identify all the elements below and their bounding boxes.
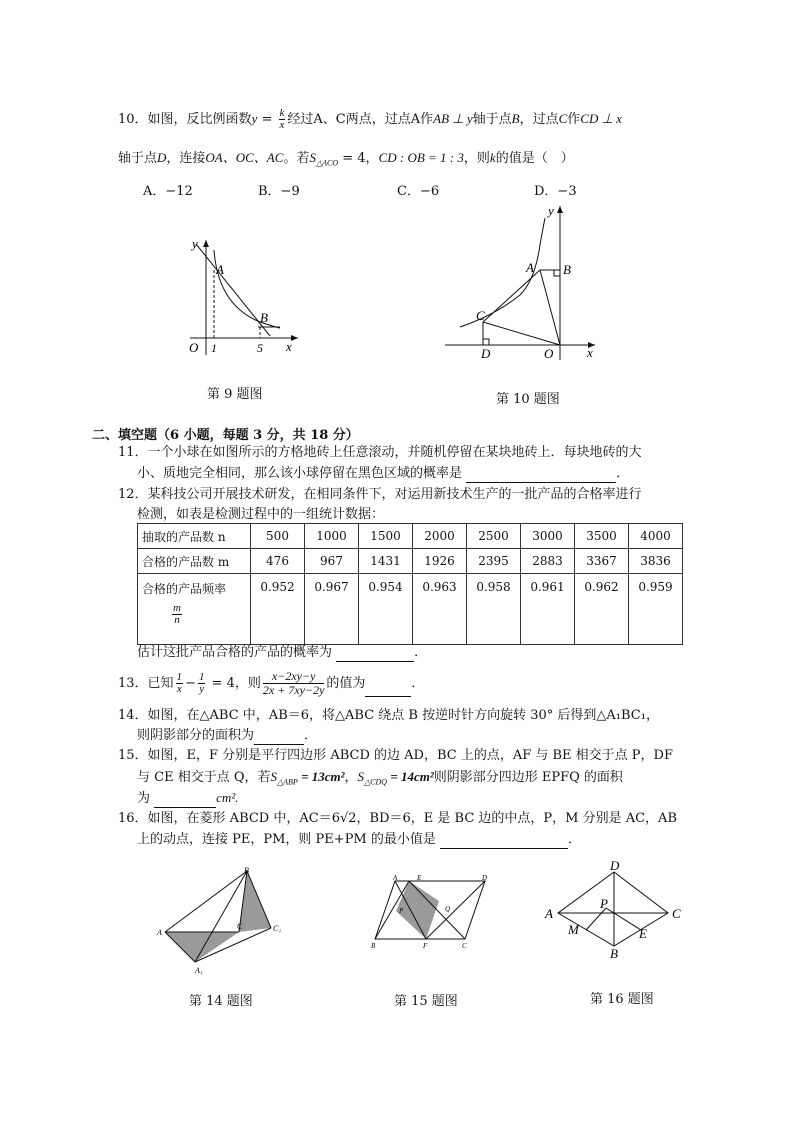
fig16-point-a: A (545, 906, 553, 921)
table-cell: 0.963 (413, 574, 467, 645)
table-cell: 0.954 (359, 574, 413, 645)
table-cell: 0.958 (467, 574, 521, 645)
fig15-point-e: E (417, 875, 422, 882)
fig16-point-e: E (639, 926, 647, 941)
q16-line2: 上的动点，连接 PE，PM，则 PE+PM 的最小值是 ． (137, 832, 582, 847)
q12-answer-blank[interactable] (336, 649, 414, 662)
table-cell: 1000 (305, 524, 359, 549)
fig15-point-f: F (423, 942, 428, 950)
q12-stats-table (137, 523, 683, 645)
fig9-point-b: B (260, 310, 268, 325)
fig10-y-label: y (548, 203, 554, 218)
figure-9 (180, 230, 310, 360)
freq-fraction: $\frac{m}{n}$ (173, 602, 181, 626)
table-row-freq (138, 574, 683, 645)
table-cell: 2500 (467, 524, 521, 549)
fig15-point-p: P (399, 907, 404, 915)
table-cell: 0.967 (305, 574, 359, 645)
fig16-point-c: C (672, 906, 681, 921)
q11-line1: 11．一个小球在如图所示的方格地砖上任意滚动，并随机停留在某块地砖上．每块地砖的大 (118, 445, 642, 460)
fig9-origin-label: O (189, 340, 199, 355)
table-header-n: 抽取的产品数 n (138, 524, 251, 549)
q12-line1: 12．某科技公司开展技术研发，在相同条件下，对运用新技术生产的一批产品的合格率进行 (118, 487, 642, 502)
q11-answer-blank[interactable] (466, 470, 616, 483)
fig9-point-a: A (216, 262, 224, 277)
fig10-point-d: D (481, 346, 491, 361)
table-cell: 1500 (359, 524, 413, 549)
q12-after: 估计这批产品合格的产品的概率为 ． (137, 645, 428, 660)
fig15-point-a: A (393, 875, 398, 882)
fig15-caption: 第 15 题图 (394, 994, 458, 1009)
q16-answer-blank[interactable] (440, 836, 568, 849)
fig14-point-c1: C₁ (273, 924, 282, 933)
table-header-m: 合格的产品数 m (138, 549, 251, 574)
fig10-caption: 第 10 题图 (496, 392, 560, 407)
q10-option-c: C．−6 (397, 184, 440, 199)
fig16-point-b: B (610, 946, 618, 960)
fig9-caption: 第 9 题图 (207, 387, 263, 402)
fig9-y-label: y (192, 236, 198, 251)
table-cell: 476 (251, 549, 305, 574)
fig16-point-p: P (600, 896, 608, 911)
table-row-m (138, 549, 683, 574)
fig16-point-m: M (568, 922, 579, 937)
table-cell: 2395 (467, 549, 521, 574)
table-cell: 500 (251, 524, 305, 549)
table-header-freq: 合格的产品频率 $\frac{m}{n}$ (138, 574, 251, 645)
fig15-point-q: Q (445, 905, 451, 913)
q15-line1: 15．如图，E，F 分别是平行四边形 ABCD 的边 AD，BC 上的点，AF 与 BE 相交于点 P，DF (118, 748, 673, 763)
figure-15 (365, 875, 495, 955)
section-2-title: 二、填空题（6 小题，每题 3 分，共 18 分） (92, 428, 359, 443)
q12-line2: 检测，如表是检测过程中的一组统计数据： (137, 507, 385, 522)
table-cell: 3000 (521, 524, 575, 549)
fig15-point-c: C (462, 942, 467, 950)
table-cell: 3500 (575, 524, 629, 549)
q13-answer-blank[interactable] (365, 684, 411, 697)
fig15-point-b: B (371, 942, 376, 950)
fig15-point-d: D (482, 875, 488, 882)
q15-answer-blank[interactable] (154, 795, 216, 808)
fig9-tick-1: 1 (211, 341, 217, 355)
table-cell: 3367 (575, 549, 629, 574)
table-cell: 3836 (629, 549, 683, 574)
q10-option-a: A．−12 (143, 184, 193, 199)
q10-line2: 轴于点D，连接OA、OC、AC。若$S_{\triangle ACO} = 4$，CD : OB = 1 : 3，则k的值是（ ） (118, 150, 574, 168)
q15-line3: 为 cm². (137, 790, 239, 806)
table-cell: 4000 (629, 524, 683, 549)
q10-line1: 10．如图，反比例函数y = $\frac{k}{x}$ 经过A、C两点，过点A作AB ⊥ y轴于点B，过点C作CD ⊥ x (118, 107, 622, 131)
fig14-point-c: C (237, 922, 243, 931)
q14-answer-blank[interactable] (254, 732, 304, 745)
fig14-point-a: A (157, 928, 162, 937)
table-cell: 1926 (413, 549, 467, 574)
fig10-x-label: x (587, 345, 593, 360)
table-cell: 2000 (413, 524, 467, 549)
q13-line: 13．已知 $\frac{1}{x}$ − $\frac{1}{y}$ = 4，则 $\frac{x-2xy-y}{2x + 7xy-2y}$ 的值为 ． (118, 669, 425, 697)
q11-line2: 小、质地完全相同，那么该小球停留在黑色区域的概率是 ． (137, 466, 630, 481)
fig14-point-b: B (244, 866, 249, 875)
table-cell: 1431 (359, 549, 413, 574)
table-cell: 0.961 (521, 574, 575, 645)
q10-option-d: D．−3 (534, 184, 577, 199)
func-y: y (251, 111, 258, 126)
func-fraction: $\frac{k}{x}$ (279, 107, 285, 131)
fig16-caption: 第 16 题图 (590, 992, 654, 1007)
fig14-caption: 第 14 题图 (189, 994, 253, 1009)
figure-10 (440, 200, 610, 370)
fig9-tick-5: 5 (257, 341, 263, 355)
table-cell: 0.952 (251, 574, 305, 645)
q14-line2: 则阴影部分的面积为 ． (137, 728, 318, 743)
table-cell: 0.962 (575, 574, 629, 645)
fig10-origin-label: O (544, 346, 554, 361)
fig9-x-label: x (286, 339, 292, 354)
q15-line2: 与 CE 相交于点 Q，若$S_{\triangle ABP} = 13cm^2$，$S_{\triangle CDQ} = 14cm^2$则阴影部分四边形 EPFQ 的面积 (137, 769, 623, 787)
figure-14 (155, 865, 295, 980)
q14-line1: 14．如图，在△ABC 中，AB＝6，将△ABC 绕点 B 按逆时针方向旋转 30° 后得到△A₁BC₁， (118, 708, 659, 723)
table-cell: 2883 (521, 549, 575, 574)
table-cell: 0.959 (629, 574, 683, 645)
fig14-point-a1: A₁ (195, 966, 203, 975)
q10-option-b: B．−9 (258, 184, 300, 199)
fig10-point-a: A (526, 260, 534, 275)
figure-16 (538, 860, 688, 960)
q16-line1: 16．如图，在菱形 ABCD 中，AC＝6√2，BD＝6，E 是 BC 边的中点，P，M 分别是 AC，AB (118, 811, 677, 826)
fig10-point-b: B (563, 262, 571, 277)
fig10-point-c: C (476, 308, 485, 323)
table-cell: 967 (305, 549, 359, 574)
table-row-n (138, 524, 683, 549)
q13-big-fraction: $\frac{x-2xy-y}{2x + 7xy-2y}$ (262, 669, 325, 697)
fig16-point-d: D (610, 860, 620, 873)
